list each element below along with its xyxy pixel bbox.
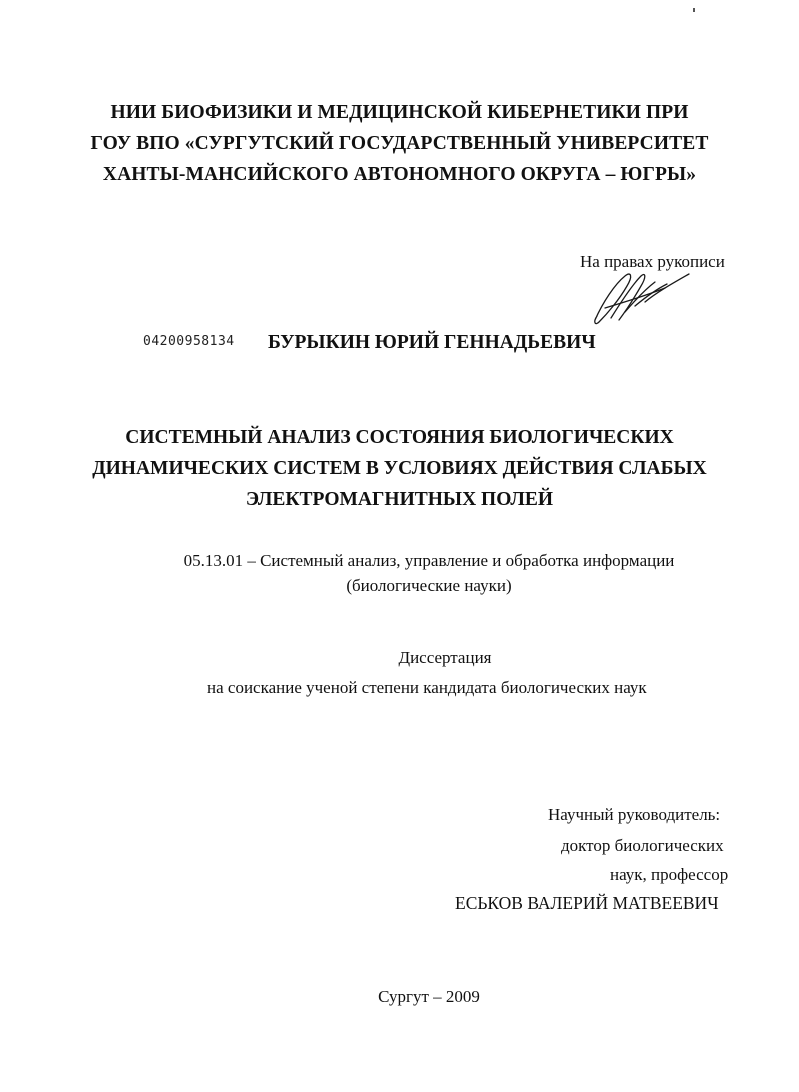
institution-line-1: НИИ БИОФИЗИКИ И МЕДИЦИНСКОЙ КИБЕРНЕТИКИ ПРИ bbox=[110, 102, 689, 123]
specialty-code-line: 05.13.01 – Системный анализ, управление и обработка информации bbox=[183, 551, 675, 570]
supervisor-name: ЕСЬКОВ ВАЛЕРИЙ МАТВЕЕВИЧ bbox=[455, 893, 719, 913]
city-year: Сургут – 2009 bbox=[378, 987, 480, 1006]
supervisor-label: Научный руководитель: bbox=[548, 805, 721, 824]
specialty-field-line: (биологические науки) bbox=[346, 576, 512, 595]
degree-purpose: на соискание ученой степени кандидата биологических наук bbox=[207, 678, 647, 697]
manuscript-note: На правах рукописи bbox=[580, 252, 725, 271]
scan-speck bbox=[693, 8, 695, 12]
institution-line-2: ГОУ ВПО «СУРГУТСКИЙ ГОСУДАРСТВЕННЫЙ УНИВЕРСИТЕТ bbox=[90, 133, 709, 154]
title-line-1: СИСТЕМНЫЙ АНАЛИЗ СОСТОЯНИЯ БИОЛОГИЧЕСКИХ bbox=[125, 427, 674, 448]
supervisor-degree-line-2: наук, профессор bbox=[610, 865, 729, 884]
title-line-2: ДИНАМИЧЕСКИХ СИСТЕМ В УСЛОВИЯХ ДЕЙСТВИЯ СЛАБЫХ bbox=[92, 458, 707, 479]
supervisor-degree-line-1: доктор биологических bbox=[561, 836, 724, 855]
signature-image bbox=[585, 262, 695, 328]
document-type: Диссертация bbox=[398, 648, 492, 667]
title-line-3: ЭЛЕКТРОМАГНИТНЫХ ПОЛЕЙ bbox=[245, 489, 554, 510]
institution-line-3: ХАНТЫ-МАНСИЙСКОГО АВТОНОМНОГО ОКРУГА – ЮГРЫ» bbox=[102, 164, 697, 185]
catalog-number-stamp: 04200958134 bbox=[143, 334, 235, 349]
author-name: БУРЫКИН ЮРИЙ ГЕННАДЬЕВИЧ bbox=[268, 332, 596, 353]
